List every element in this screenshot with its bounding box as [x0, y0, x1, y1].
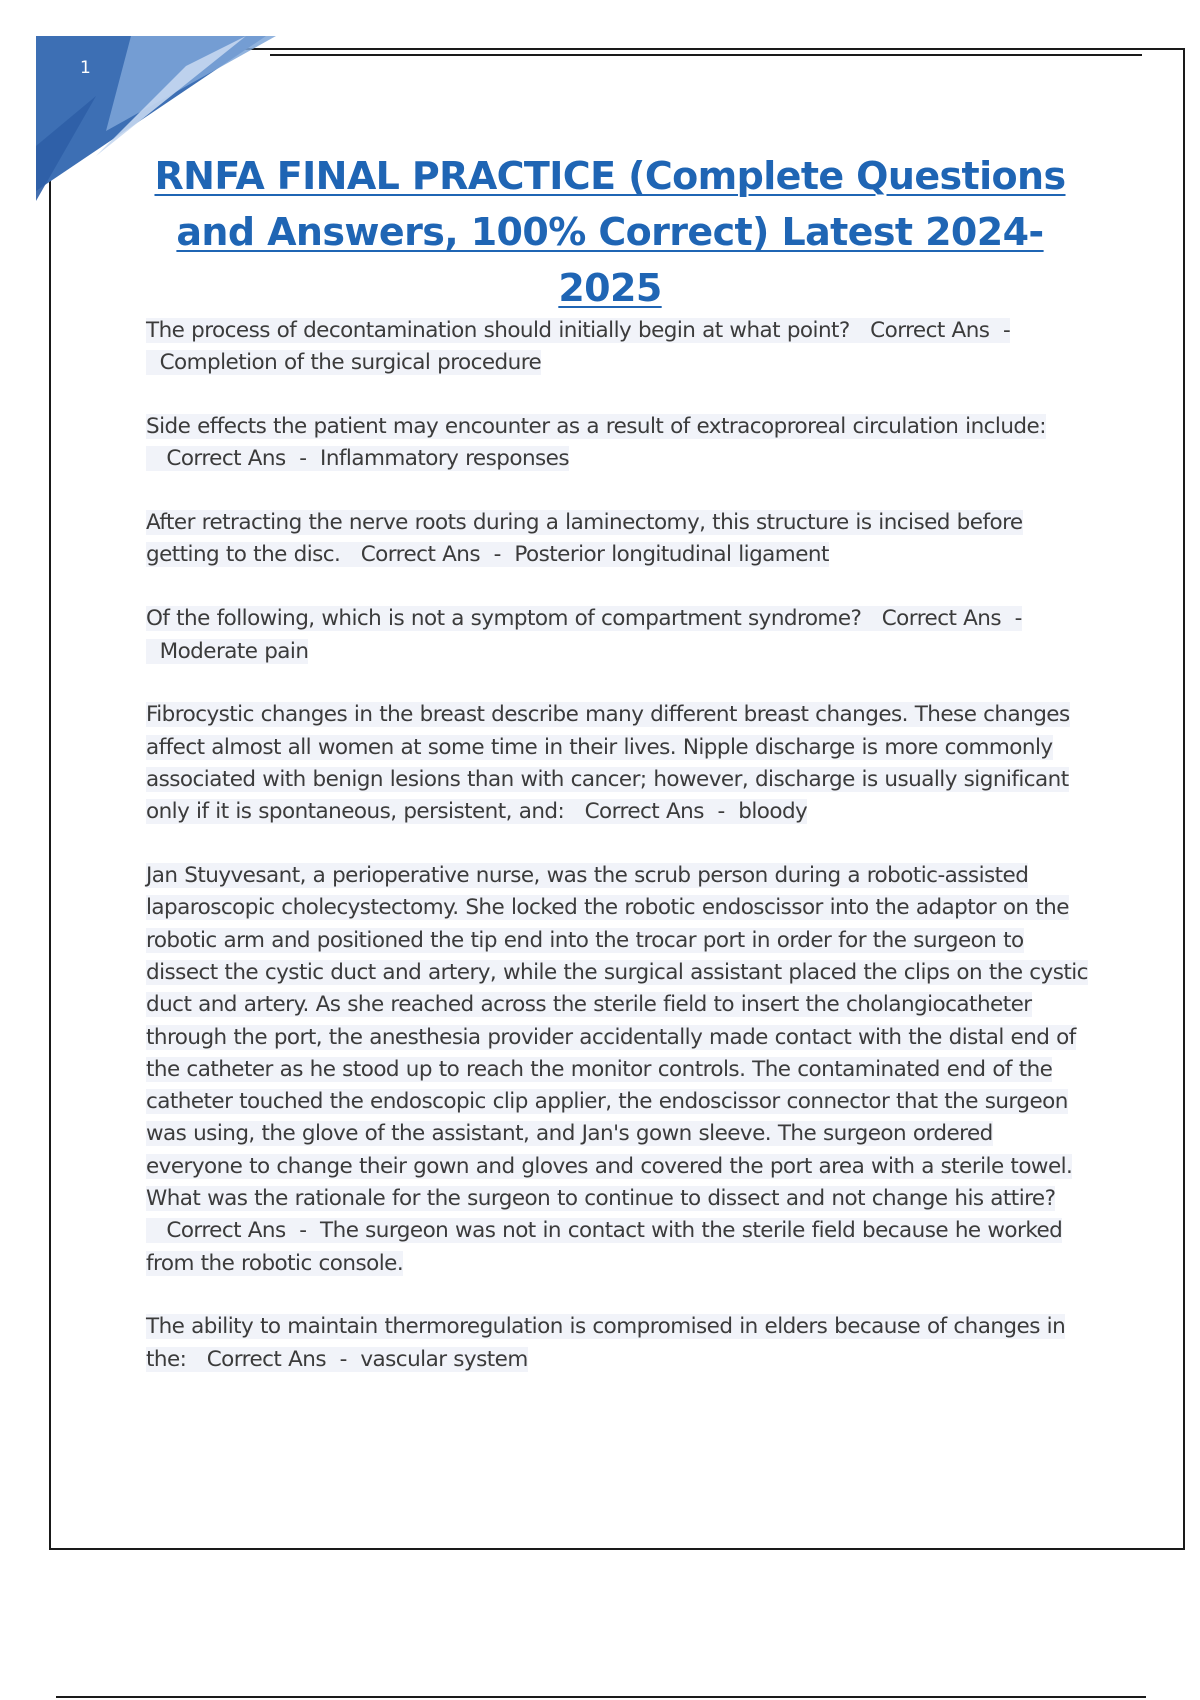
- qa-item: [146, 411, 1092, 476]
- answer-label: Correct Ans: [166, 446, 286, 472]
- answer-label: Correct Ans: [870, 318, 990, 343]
- answer-separator: -: [339, 1346, 347, 1372]
- answer-label: Correct Ans: [360, 542, 480, 568]
- answer-separator: -: [493, 542, 501, 568]
- qa-item: [146, 699, 1092, 828]
- answer-separator: -: [1003, 318, 1011, 343]
- answer-text: Inflammatory responses: [320, 446, 570, 472]
- qa-item: [146, 507, 1092, 572]
- question-text: After retracting the nerve roots during a laminectomy, this structure is incised before getting to the disc.: [146, 510, 1023, 568]
- qa-item: [146, 860, 1092, 1280]
- page-number: 1: [80, 58, 91, 78]
- answer-label: Correct Ans: [584, 799, 704, 825]
- question-text: Jan Stuyvesant, a perioperative nurse, was the scrub person during a robotic-assisted laparoscopic cholecystectomy. She locked the robotic endoscissor into the adaptor on the robotic arm and positioned the tip end into the trocar port in order for the surgeon to dissect the cystic duct and artery, while the surgical assistant placed the clips on the cystic duct and artery. As she reached across the sterile field to insert the cholangiocatheter through the port, the anesthesia provider accidentally made contact with the distal end of the catheter as he stood up to reach the monitor controls. The contaminated end of the catheter touched the endoscopic clip applier, the endoscissor connector that the surgeon was using, the glove of the assistant, and Jan's gown sleeve. The surgeon ordered everyone to change their gown and gloves and covered the port area with a sterile towel. What was the rationale for the surgeon to continue to dissect and not change his attire?: [146, 863, 1088, 1212]
- answer-text: Moderate pain: [159, 638, 309, 664]
- answer-separator: -: [717, 799, 725, 825]
- answer-text: Completion of the surgical procedure: [159, 350, 542, 376]
- qa-item: [146, 315, 1092, 380]
- answer-text: bloody: [738, 799, 808, 825]
- answer-separator: -: [1014, 606, 1022, 632]
- header-rule: [270, 54, 1142, 56]
- question-text: Fibrocystic changes in the breast describe many different breast changes. These changes affect almost all women at some time in their lives. Nipple discharge is more commonly associated with benign lesions than with cancer; however, discharge is usually significant only if it is spontaneous, persistent, and:: [146, 702, 1070, 825]
- qa-item: [146, 603, 1092, 668]
- question-text: Of the following, which is not a symptom of compartment syndrome?: [146, 606, 862, 632]
- answer-text: Posterior longitudinal ligament: [514, 542, 829, 568]
- qa-list: [146, 315, 1092, 1408]
- question-text: The process of decontamination should initially begin at what point?: [146, 318, 850, 343]
- answer-label: Correct Ans: [166, 1218, 286, 1244]
- answer-text: vascular system: [360, 1346, 528, 1372]
- qa-item: [146, 1311, 1092, 1376]
- answer-label: Correct Ans: [881, 606, 1002, 632]
- answer-label: Correct Ans: [206, 1346, 326, 1372]
- answer-separator: -: [299, 1218, 307, 1244]
- question-text: The ability to maintain thermoregulation is compromised in elders because of changes in the:: [146, 1314, 1066, 1372]
- footer-rule: [56, 1696, 1146, 1698]
- question-text: Side effects the patient may encounter as a result of extracoproreal circulation include:: [146, 414, 1046, 440]
- answer-text: The surgeon was not in contact with the sterile field because he worked from the robotic console.: [146, 1218, 1063, 1276]
- document-title: RNFA FINAL PRACTICE (Complete Questions and Answers, 100% Correct) Latest 2024-2025: [154, 154, 1066, 310]
- answer-separator: -: [299, 446, 307, 472]
